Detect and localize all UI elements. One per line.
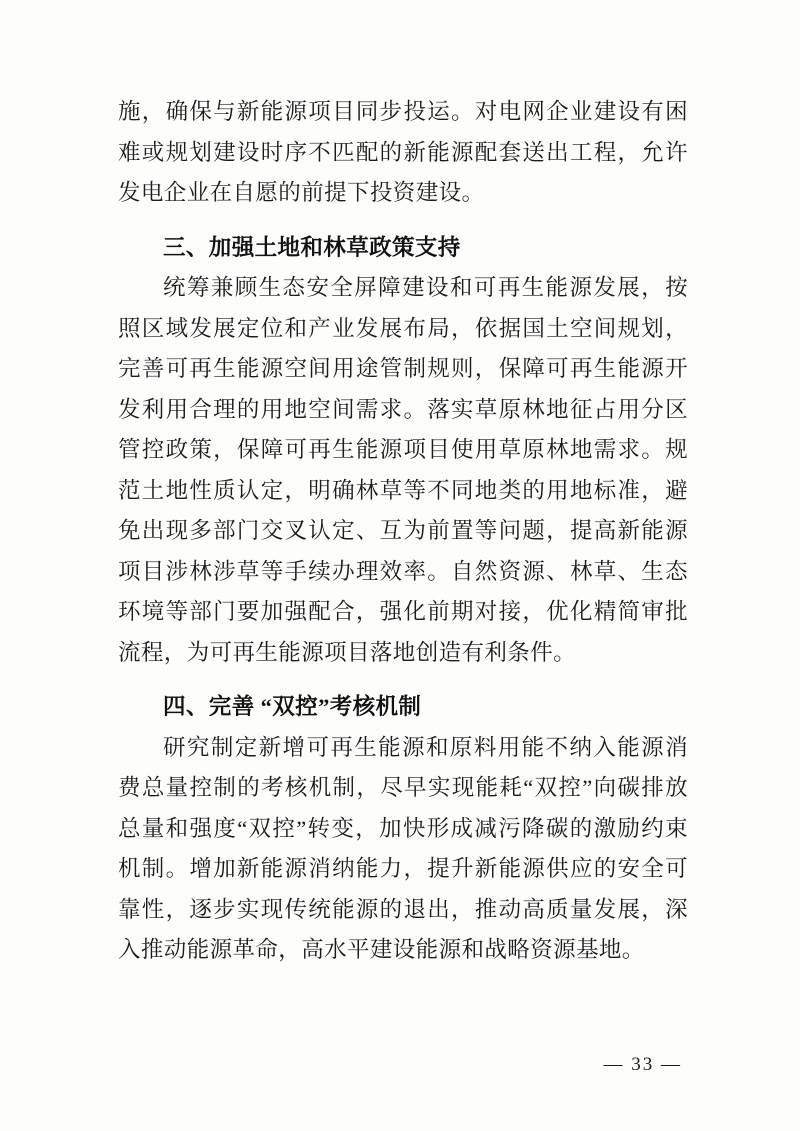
section-spacer — [118, 673, 688, 681]
paragraph-section-four: 研究制定新增可再生能源和原料用能不纳入能源消费总量控制的考核机制，尽早实现能耗“双控”向碳排放总量和强度“双控”转变，加快形成减污降碳的激励约束机制。增加新能源消纳能力，提升新能源供应的安全可靠性，逐步实现传统能源的退出，推动高质量发展，深入推动能源革命，高水平建设能源和战略资源基地。 — [118, 734, 688, 962]
paragraph-section-three: 统筹兼顾生态安全屏障建设和可再生能源发展，按照区域发展定位和产业发展布局，依据国土空间规划，完善可再生能源空间用途管制规则，保障可再生能源开发利用合理的用地空间需求。落实草原林地征占用分区管控政策，保障可再生能源项目使用草原林地需求。规范土地性质认定，明确林草等不同地类的用地标准，避免出现多部门交叉认定、互为前置等问题，提高新能源项目涉林涉草等手续办理效率。自然资源、林草、生态环境等部门要加强配合，强化前期对接，优化精简审批流程，为可再生能源项目落地创造有利条件。 — [118, 275, 688, 665]
page-number: — 33 — — [603, 1054, 682, 1075]
section-heading-three: 三、加强土地和林草政策支持 — [163, 234, 461, 260]
paragraph-continuation: 施，确保与新能源项目同步投运。对电网企业建设有困难或规划建设时序不匹配的新能源配套送出工程，允许发电企业在自愿的前提下投资建设。 — [118, 99, 688, 205]
document-body — [118, 92, 688, 971]
section-spacer — [118, 214, 688, 222]
section-heading-four: 四、完善 “双控”考核机制 — [163, 694, 422, 719]
